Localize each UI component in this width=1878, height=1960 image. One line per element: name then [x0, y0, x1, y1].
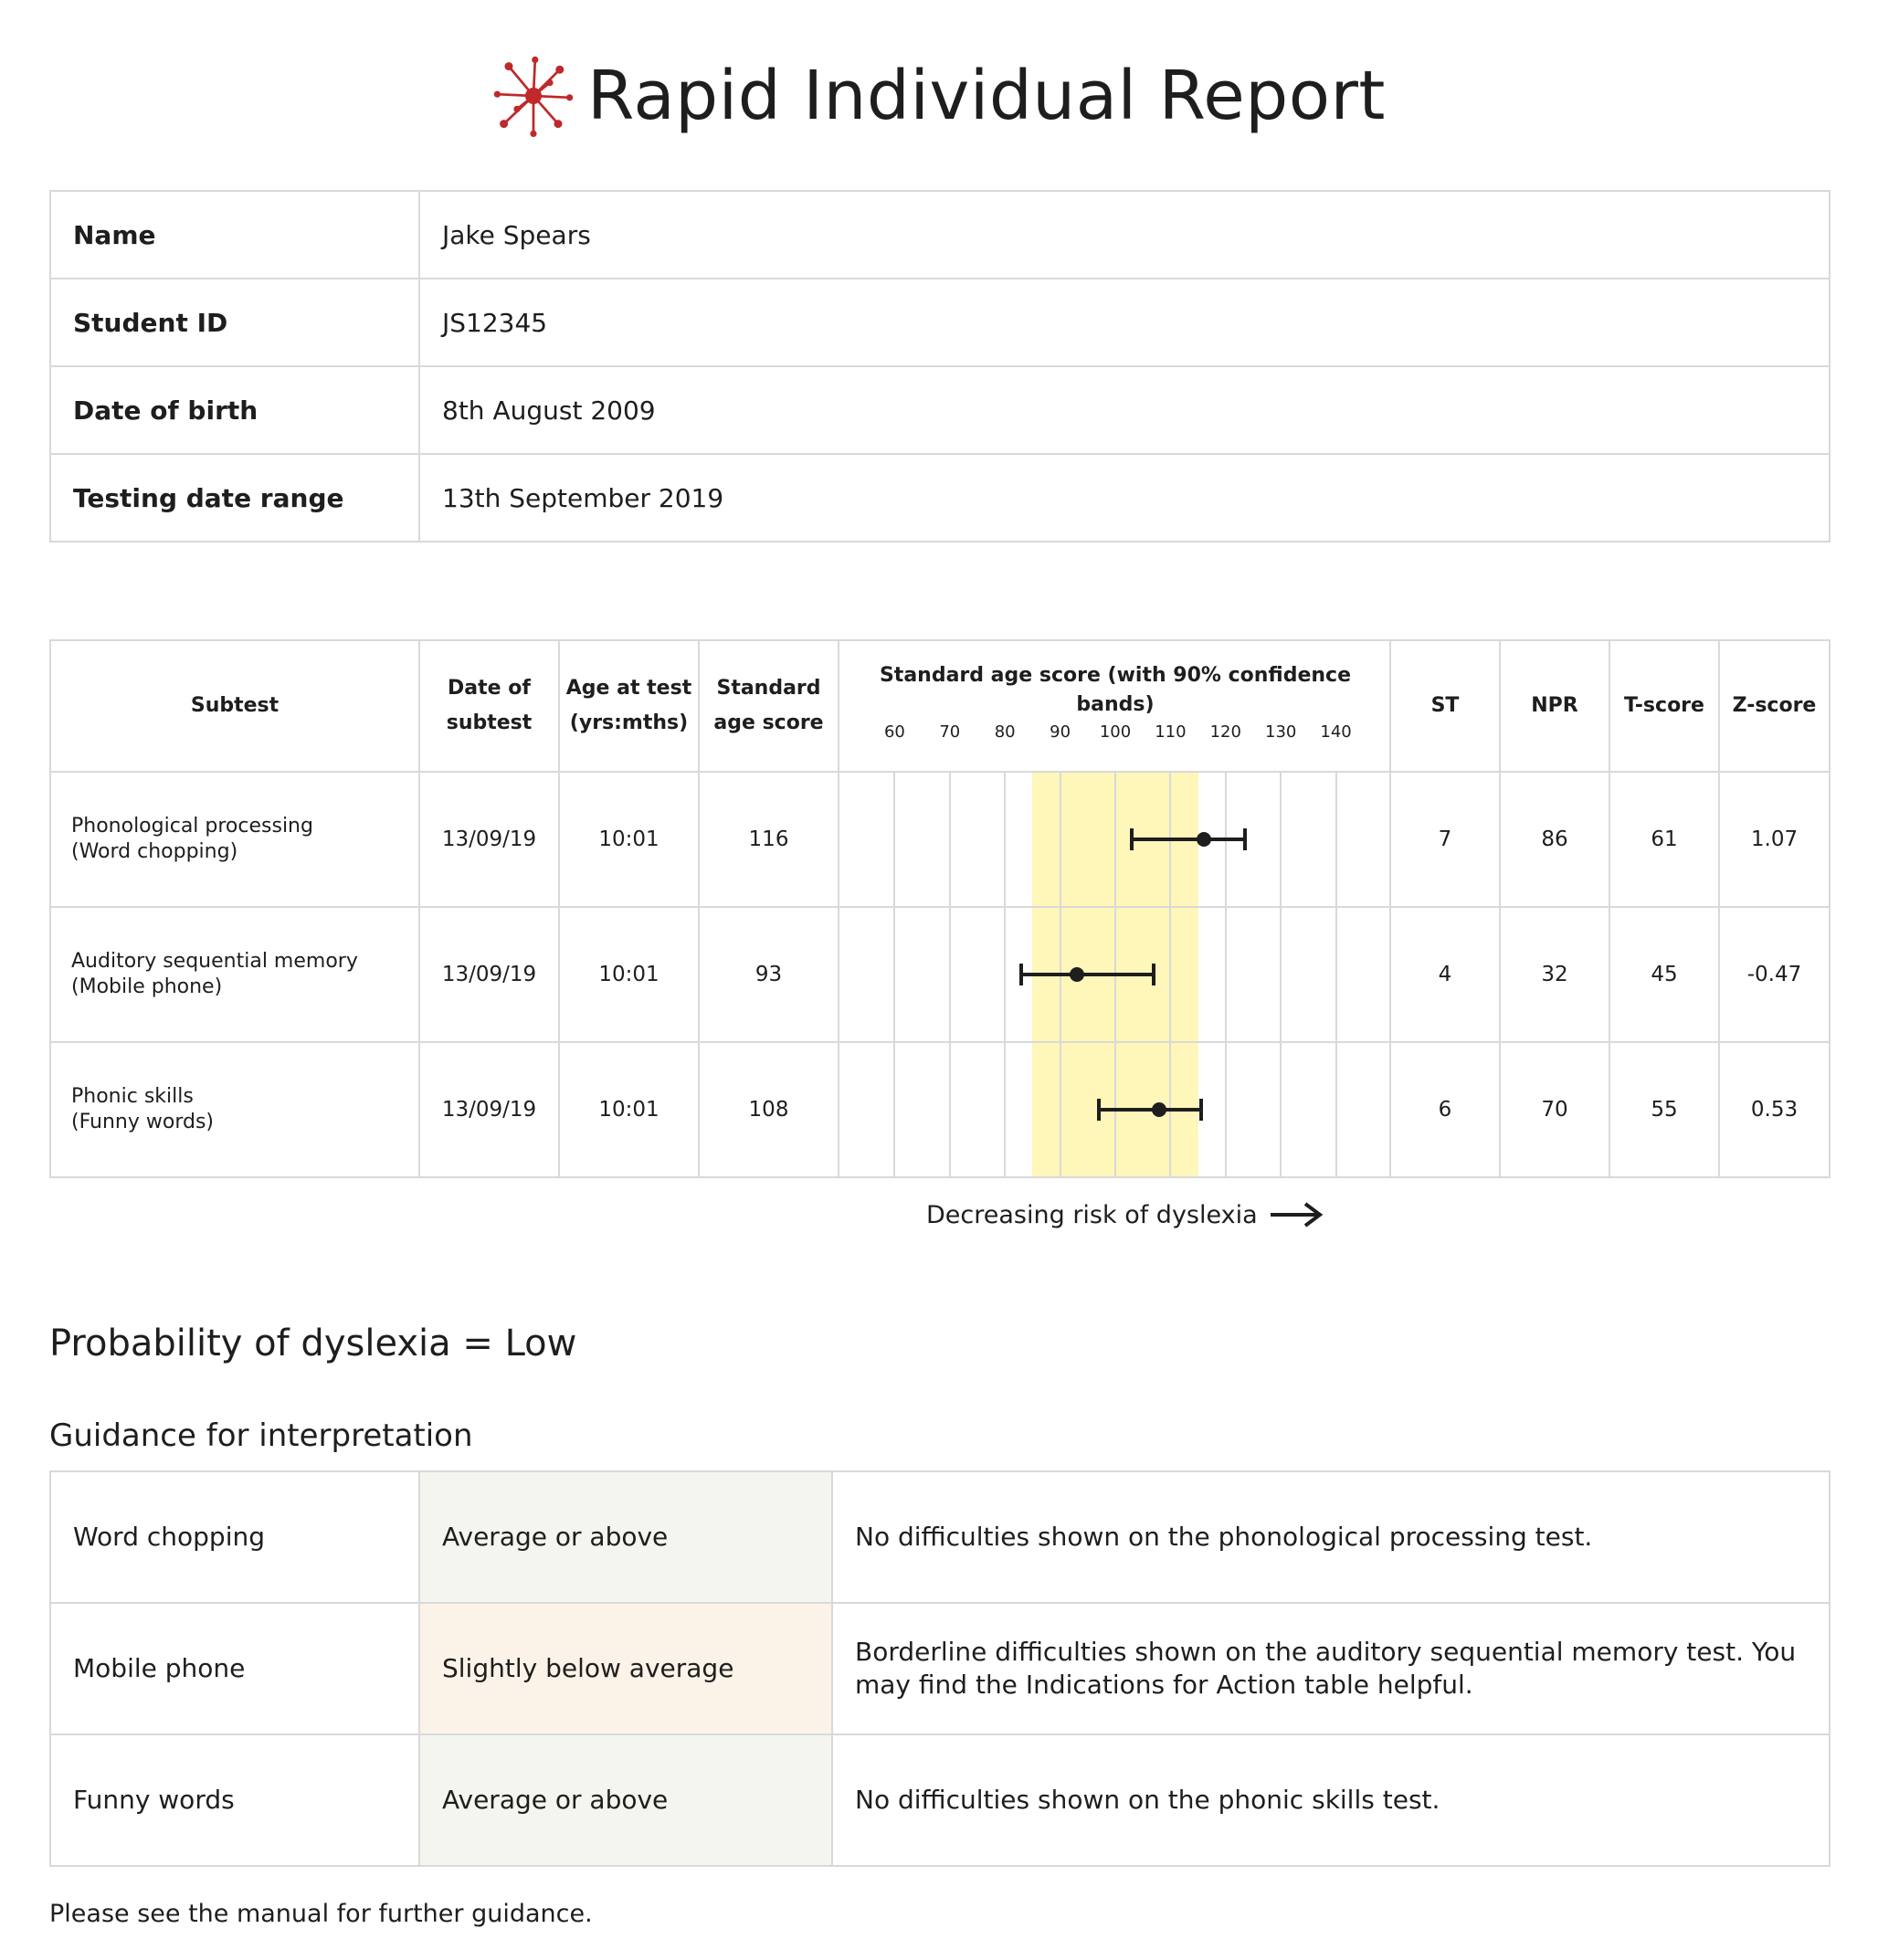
student-info-table	[49, 190, 1831, 543]
name-label: Name	[50, 191, 419, 279]
risk-note-label: Decreasing risk of dyslexia	[926, 1200, 1258, 1229]
plot-row	[839, 908, 1391, 1041]
gridline	[1335, 773, 1337, 906]
guidance-test: Funny words	[50, 1734, 419, 1866]
gridline	[1335, 1043, 1337, 1176]
gridline	[1280, 1043, 1282, 1176]
score-point	[1197, 832, 1211, 847]
table-row	[50, 191, 1830, 279]
footer-note: Please see the manual for further guidance.	[49, 1900, 593, 1928]
gridline	[1004, 908, 1006, 1041]
t-score-value: 61	[1609, 772, 1719, 907]
student-id-label: Student ID	[50, 279, 419, 366]
st-value: 7	[1390, 772, 1500, 907]
z-score-value: 1.07	[1719, 772, 1830, 907]
table-row	[50, 1603, 1830, 1734]
gridline	[1004, 773, 1006, 906]
molecule-network-icon	[492, 55, 575, 137]
confidence-cap	[1130, 828, 1134, 850]
confidence-band	[1099, 1108, 1201, 1112]
tick-label: 90	[1050, 722, 1071, 742]
plot-row	[839, 1043, 1391, 1176]
scores-header-row	[50, 640, 1830, 772]
t-score-value: 55	[1609, 1042, 1719, 1177]
z-score-value: -0.47	[1719, 907, 1830, 1042]
confidence-cap	[1152, 964, 1155, 985]
gridline	[1060, 773, 1061, 906]
table-row	[50, 1471, 1830, 1603]
st-value: 4	[1390, 907, 1500, 1042]
axis-ticks	[839, 641, 1391, 771]
confidence-cap	[1199, 1099, 1203, 1121]
standard-score-header: Standard age score	[699, 640, 839, 772]
gridline	[1335, 908, 1337, 1041]
confidence-band	[1021, 973, 1154, 976]
guidance-note: Borderline difficulties shown on the auditory sequential memory test. You may find the Indications for Action table helpful.	[832, 1603, 1830, 1734]
subtest-name: Phonological processing (Word chopping)	[50, 772, 419, 907]
gridline	[1225, 1043, 1227, 1176]
subtest-name: Auditory sequential memory (Mobile phone)	[50, 907, 419, 1042]
gridline	[893, 1043, 895, 1176]
t-score-header: T-score	[1609, 640, 1719, 772]
gridline	[949, 908, 951, 1041]
subtest-header: Subtest	[50, 640, 419, 772]
tick-label: 130	[1265, 722, 1297, 742]
tick-label: 60	[883, 722, 905, 742]
gridline	[1280, 773, 1282, 906]
tick-label: 120	[1209, 722, 1241, 742]
plot-row	[839, 773, 1391, 906]
t-score-value: 45	[1609, 907, 1719, 1042]
guidance-note: No difficulties shown on the phonic skills test.	[832, 1734, 1830, 1866]
confidence-cap	[1097, 1099, 1101, 1121]
testing-date-label: Testing date range	[50, 454, 419, 542]
plot-title: Standard age score (with 90% confidence bands)	[879, 664, 1352, 716]
confidence-plot	[839, 772, 1390, 907]
z-score-header: Z-score	[1719, 640, 1830, 772]
table-row	[50, 279, 1830, 366]
dob-label: Date of birth	[50, 366, 419, 454]
age-at-test: 10:01	[559, 1042, 699, 1177]
table-row	[50, 366, 1830, 454]
scores-table	[49, 639, 1831, 1178]
age-at-test: 10:01	[559, 772, 699, 907]
subtest-name: Phonic skills (Funny words)	[50, 1042, 419, 1177]
table-row	[50, 454, 1830, 542]
standard-age-score: 93	[699, 907, 839, 1042]
name-value: Jake Spears	[419, 191, 1830, 279]
probability-heading: Probability of dyslexia = Low	[49, 1322, 577, 1365]
dob-value: 8th August 2009	[419, 366, 1830, 454]
student-id-value: JS12345	[419, 279, 1830, 366]
tick-label: 70	[939, 722, 961, 742]
subtest-date: 13/09/19	[419, 772, 559, 907]
npr-value: 32	[1500, 907, 1609, 1042]
table-row	[50, 907, 1830, 1042]
st-value: 6	[1390, 1042, 1500, 1177]
gridline	[893, 908, 895, 1041]
npr-header: NPR	[1500, 640, 1609, 772]
guidance-table	[49, 1470, 1831, 1867]
standard-age-score: 116	[699, 772, 839, 907]
confidence-band	[1132, 838, 1245, 841]
guidance-level: Average or above	[419, 1471, 832, 1603]
tick-label: 110	[1155, 722, 1187, 742]
tick-label: 140	[1320, 722, 1352, 742]
npr-value: 86	[1500, 772, 1609, 907]
tick-label: 80	[994, 722, 1016, 742]
table-row	[50, 1734, 1830, 1866]
date-header: Date of subtest	[419, 640, 559, 772]
gridline	[1004, 1043, 1006, 1176]
gridline	[893, 773, 895, 906]
standard-age-score: 108	[699, 1042, 839, 1177]
risk-note	[926, 1200, 1324, 1229]
st-header: ST	[1390, 640, 1500, 772]
confidence-plot	[839, 907, 1390, 1042]
z-score-value: 0.53	[1719, 1042, 1830, 1177]
gridline	[1060, 1043, 1061, 1176]
guidance-note: No difficulties shown on the phonological processing test.	[832, 1471, 1830, 1603]
subtest-date: 13/09/19	[419, 907, 559, 1042]
confidence-plot	[839, 1042, 1390, 1177]
page-title: Rapid Individual Report	[587, 57, 1386, 135]
guidance-test: Word chopping	[50, 1471, 419, 1603]
testing-date-value: 13th September 2019	[419, 454, 1830, 542]
gridline	[1169, 908, 1171, 1041]
arrow-right-icon	[1269, 1200, 1324, 1229]
score-point	[1070, 967, 1084, 982]
plot-header	[839, 640, 1390, 772]
gridline	[949, 773, 951, 906]
confidence-cap	[1019, 964, 1023, 985]
table-row	[50, 1042, 1830, 1177]
npr-value: 70	[1500, 1042, 1609, 1177]
age-at-test: 10:01	[559, 907, 699, 1042]
confidence-cap	[1243, 828, 1247, 850]
age-header: Age at test (yrs:mths)	[559, 640, 699, 772]
gridline	[949, 1043, 951, 1176]
gridline	[1280, 908, 1282, 1041]
guidance-level: Average or above	[419, 1734, 832, 1866]
subtest-date: 13/09/19	[419, 1042, 559, 1177]
tick-label: 100	[1099, 722, 1132, 742]
guidance-level: Slightly below average	[419, 1603, 832, 1734]
table-row	[50, 772, 1830, 907]
guidance-heading: Guidance for interpretation	[49, 1417, 473, 1454]
report-header	[0, 46, 1878, 146]
gridline	[1225, 908, 1227, 1041]
guidance-test: Mobile phone	[50, 1603, 419, 1734]
gridline	[1114, 773, 1116, 906]
